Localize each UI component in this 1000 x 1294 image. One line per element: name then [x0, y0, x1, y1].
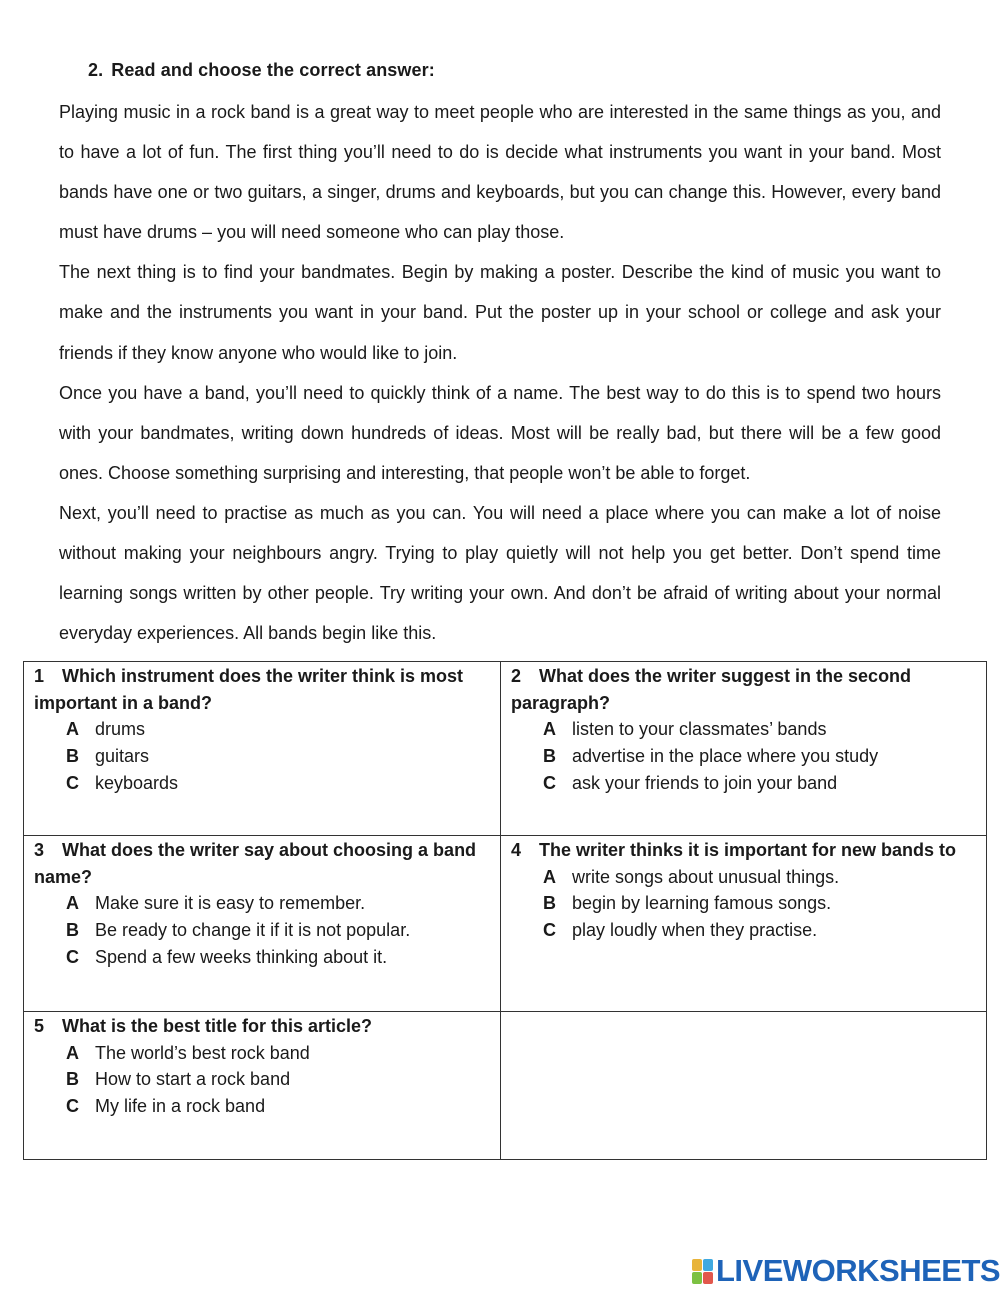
question-cell-1: [24, 662, 501, 836]
option-text: Spend a few weeks thinking about it.: [95, 946, 388, 967]
question-2-option-a[interactable]: [511, 716, 976, 743]
option-text: Be ready to change it if it is not popular.: [95, 920, 411, 941]
option-letter: B: [543, 746, 556, 767]
question-stem: What is the best title for this article?: [62, 1016, 373, 1036]
option-letter: A: [66, 1042, 79, 1063]
option-letter: C: [543, 772, 556, 793]
passage-paragraph: Playing music in a rock band is a great way to meet people who are interested in the same things as you, and to have a lot of fun. The first thing you’ll need to do is decide what instruments you want in your band. Most bands have one or two guitars, a singer, drums and keyboards, but you can change this. However, every band must have drums – you will need someone who can play those.: [59, 102, 941, 243]
question-5-text: [34, 1013, 490, 1040]
question-3-option-b[interactable]: [34, 917, 490, 944]
option-letter: B: [66, 920, 79, 941]
question-4-option-c[interactable]: [511, 917, 976, 944]
question-5-option-b[interactable]: [34, 1066, 490, 1093]
question-cell-4: [501, 836, 987, 1012]
option-letter: C: [543, 920, 556, 941]
question-cell-3: [24, 836, 501, 1012]
option-text: keyboards: [95, 772, 179, 793]
option-letter: B: [66, 746, 79, 767]
logo-block: [703, 1259, 713, 1271]
option-text: ask your friends to join your band: [572, 772, 838, 793]
question-1-option-b[interactable]: [34, 743, 490, 770]
questions-table: [23, 661, 987, 1160]
question-2-option-c[interactable]: [511, 770, 976, 797]
question-4-option-a[interactable]: [511, 864, 976, 891]
question-1-option-a[interactable]: [34, 716, 490, 743]
question-2-option-b[interactable]: [511, 743, 976, 770]
logo-block: [692, 1272, 702, 1284]
question-number: 3: [34, 840, 45, 860]
option-text: How to start a rock band: [95, 1069, 291, 1090]
logo-block: [692, 1259, 702, 1271]
question-stem: Which instrument does the writer think is most important in a band?: [34, 666, 464, 713]
option-letter: B: [66, 1069, 79, 1090]
option-letter: C: [66, 946, 79, 967]
question-3-option-a[interactable]: [34, 890, 490, 917]
option-letter: A: [543, 866, 556, 887]
option-letter: A: [66, 893, 79, 914]
question-2-text: [511, 663, 976, 716]
logo-wordmark: LIVEWORKSHEETS: [716, 1253, 1000, 1288]
option-letter: A: [543, 719, 556, 740]
question-cell-5: [24, 1012, 501, 1160]
option-text: The world’s best rock band: [95, 1042, 310, 1063]
question-4-text: [511, 837, 976, 864]
section-number: 2.: [88, 60, 104, 80]
option-text: My life in a rock band: [95, 1096, 266, 1117]
question-stem: The writer thinks it is important for new bands to: [539, 840, 957, 860]
option-letter: A: [66, 719, 79, 740]
question-number: 2: [511, 666, 522, 686]
option-text: drums: [95, 719, 146, 740]
question-1-option-c[interactable]: [34, 770, 490, 797]
passage-paragraph: Once you have a band, you’ll need to quickly think of a name. The best way to do this is to spend two hours with your bandmates, writing down hundreds of ideas. Most will be really bad, but there will be a few good ones. Choose something surprising and interesting, that people won’t be able to forget.: [59, 382, 941, 483]
question-5-option-a[interactable]: [34, 1040, 490, 1067]
section-title: Read and choose the correct answer:: [111, 60, 435, 80]
option-text: write songs about unusual things.: [572, 866, 840, 887]
option-text: guitars: [95, 746, 150, 767]
question-3-text: [34, 837, 490, 890]
question-number: 1: [34, 666, 45, 686]
option-text: listen to your classmates’ bands: [572, 719, 827, 740]
liveworksheets-logo: [692, 1253, 1000, 1289]
empty-cell: [501, 1012, 987, 1160]
logo-blocks-icon: [692, 1259, 713, 1284]
question-number: 4: [511, 840, 522, 860]
option-text: Make sure it is easy to remember.: [95, 893, 366, 914]
option-text: begin by learning famous songs.: [572, 893, 832, 914]
question-3-option-c[interactable]: [34, 944, 490, 971]
option-text: play loudly when they practise.: [572, 920, 818, 941]
section-heading: [88, 60, 435, 81]
option-text: advertise in the place where you study: [572, 746, 879, 767]
question-number: 5: [34, 1016, 45, 1036]
option-letter: C: [66, 1096, 79, 1117]
option-letter: B: [543, 893, 556, 914]
passage-paragraph: The next thing is to find your bandmates. Begin by making a poster. Describe the kind of music you want to make and the instruments you want in your band. Put the poster up in your school or college and ask your friends if they know anyone who would like to join.: [59, 262, 941, 363]
passage-paragraph: Next, you’ll need to practise as much as you can. You will need a place where you can make a lot of noise without making your neighbours angry. Trying to play quietly will not help you get better. Don’t spend time learning songs written by other people. Try writing your own. And don’t be afraid of writing about your normal everyday experiences. All bands begin like this.: [59, 502, 941, 644]
question-stem: What does the writer suggest in the second paragraph?: [511, 666, 912, 713]
option-letter: C: [66, 772, 79, 793]
question-1-text: [34, 663, 490, 716]
logo-block: [703, 1272, 713, 1284]
question-cell-2: [501, 662, 987, 836]
reading-passage: [59, 92, 941, 653]
question-stem: What does the writer say about choosing a band name?: [34, 840, 477, 887]
question-4-option-b[interactable]: [511, 890, 976, 917]
question-5-option-c[interactable]: [34, 1093, 490, 1120]
